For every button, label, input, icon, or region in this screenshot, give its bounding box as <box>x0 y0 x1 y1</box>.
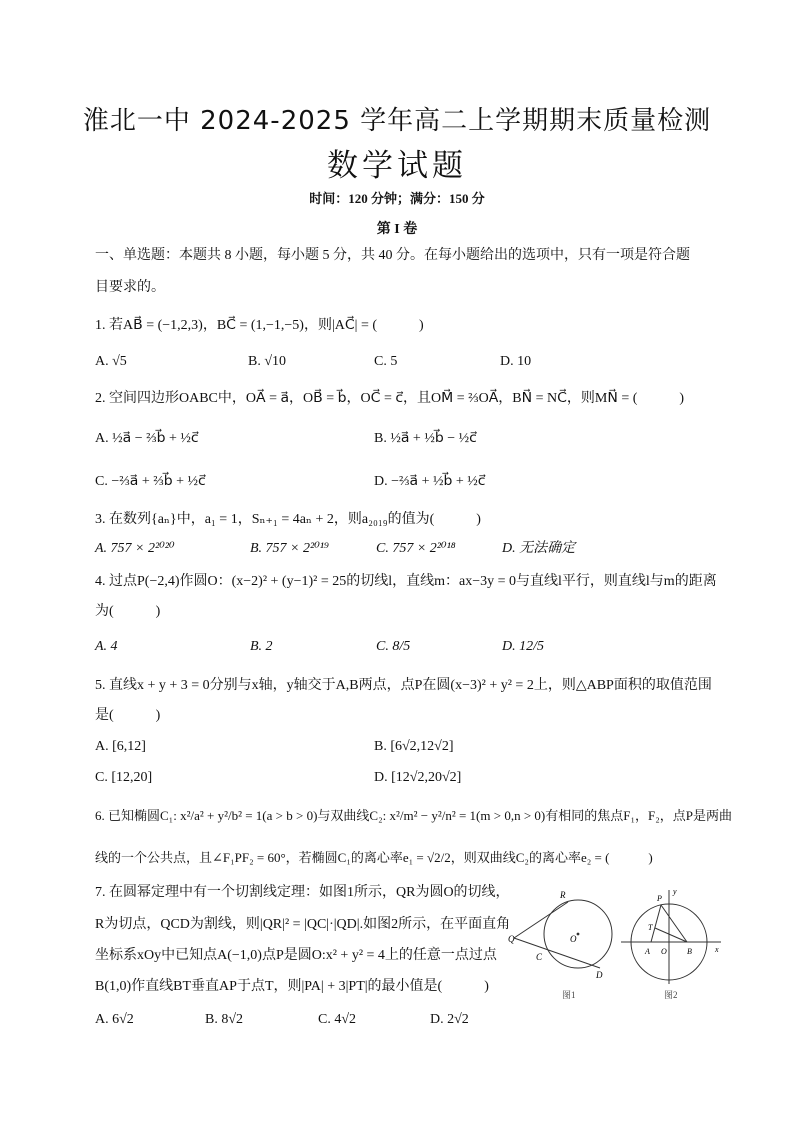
question-3-stem: 3. 在数列{aₙ}中，a₁ = 1，Sₙ₊₁ = 4aₙ + 2，则a₂₀₁₉的值为( ) <box>95 512 481 527</box>
figure-2-label-p: P <box>657 894 662 903</box>
question-2-stem: 2. 空间四边形OABC中，OA⃗ = a⃗，OB⃗ = b⃗，OC⃗ = c⃗，且OM⃗ = ⅔OA⃗，BN⃗ = NC⃗，则MN⃗ = ( ) <box>95 391 685 406</box>
question-1-option-b: B. √10 <box>248 354 287 369</box>
figure-2-label-y: y <box>673 887 677 896</box>
figure-1-label-q: Q <box>508 934 515 944</box>
figure-1-caption: 图1 <box>562 990 576 1000</box>
question-5-stem-line1: 5. 直线x + y + 3 = 0分别与x轴，y轴交于A,B两点，点P在圆(x−3)² + y² = 2上，则△ABP面积的取值范围 <box>95 678 712 693</box>
question-4-option-b: B. 2 <box>250 639 273 654</box>
question-7-stem-line2: R为切点，QCD为割线，则|QR|² = |QC|·|QD|.如图2所示，在平面直角 <box>95 917 511 932</box>
question-7-stem-line4: B(1,0)作直线BT垂直AP于点T，则|PA| + 3|PT|的最小值是( ) <box>95 979 489 994</box>
question-7-stem-line1: 7. 在圆幂定理中有一个切割线定理：如图1所示，QR为圆O的切线， <box>95 885 510 900</box>
question-1-option-a: A. √5 <box>95 354 127 369</box>
figure-1-label-o: O <box>570 934 577 944</box>
question-6-stem-line2: 线的一个公共点，且∠F₁PF₂ = 60°，若椭圆C₁的离心率e₁ = √2/2，则双曲线C₂的离心率e₂ = ( ) <box>95 850 653 865</box>
figure-1-label-d: D <box>596 970 603 980</box>
section-intro-line1: 一、单选题：本题共 8 小题，每小题 5 分，共 40 分。在每小题给出的选项中，只有一项是符合题 <box>95 248 690 263</box>
question-5-option-b: B. [6√2,12√2] <box>374 739 454 754</box>
question-3-option-b: B. 757 × 2²⁰¹⁹ <box>250 541 329 556</box>
question-4-option-a: A. 4 <box>95 639 118 654</box>
figure-2-label-a: A <box>645 947 650 956</box>
question-7-option-a: A. 6√2 <box>95 1012 134 1027</box>
question-2-option-c: C. −⅔a⃗ + ⅔b⃗ + ½c⃗ <box>95 474 206 489</box>
section-intro-line2: 目要求的。 <box>95 280 165 295</box>
question-5-option-a: A. [6,12] <box>95 739 146 754</box>
figure-2-label-b: B <box>687 947 692 956</box>
volume-label: 第 I 卷 <box>376 222 418 237</box>
question-4-option-c: C. 8/5 <box>376 639 411 654</box>
figure-2-line-ap <box>651 905 661 942</box>
figure-2-label-o: O <box>661 947 667 956</box>
exam-title: 淮北一中 2024-2025 学年高二上学期期末质量检测 <box>82 106 712 136</box>
question-1-stem: 1. 若AB⃗ = (−1,2,3)，BC⃗ = (1,−1,−5)，则|AC⃗| = ( ) <box>95 318 424 333</box>
exam-meta: 时间：120 分钟；满分：150 分 <box>309 191 485 206</box>
question-1-option-d: D. 10 <box>500 354 532 369</box>
figure-2-label-x: x <box>715 945 719 954</box>
question-4-option-d: D. 12/5 <box>502 639 544 654</box>
figure-2-coordinate-circle <box>617 884 727 988</box>
figure-1-label-r: R <box>560 890 566 900</box>
question-5-stem-line2: 是( ) <box>95 708 161 723</box>
question-4-stem-line2: 为( ) <box>95 604 161 619</box>
figure-1-label-c: C <box>536 952 543 962</box>
question-1-option-c: C. 5 <box>374 354 398 369</box>
figure-1-center-dot <box>577 933 580 936</box>
question-7-option-c: C. 4√2 <box>318 1012 357 1027</box>
question-2-option-a: A. ½a⃗ − ⅔b⃗ + ½c⃗ <box>95 431 199 446</box>
question-3-option-d: D. 无法确定 <box>502 541 576 556</box>
figure-1-secant-line <box>514 938 600 968</box>
question-2-option-b: B. ½a⃗ + ½b⃗ − ½c⃗ <box>374 431 477 446</box>
figure-1-tangent-secant <box>508 884 614 986</box>
subject-title: 数学试题 <box>327 148 467 184</box>
question-7-option-d: D. 2√2 <box>430 1012 469 1027</box>
figure-1-tangent-line <box>514 902 568 938</box>
question-5-option-d: D. [12√2,20√2] <box>374 770 462 785</box>
question-2-option-d: D. −⅔a⃗ + ½b⃗ + ½c⃗ <box>374 474 486 489</box>
question-4-stem-line1: 4. 过点P(−2,4)作圆O：(x−2)² + (y−1)² = 25的切线l，直线m：ax−3y = 0与直线l平行，则直线l与m的距离 <box>95 574 717 589</box>
question-6-stem-line1: 6. 已知椭圆C₁: x²/a² + y²/b² = 1(a > b > 0)与双曲线C₂: x²/m² − y²/n² = 1(m > 0,n > 0)有相同的焦点F₁，F₂，点P是两曲 <box>95 808 732 823</box>
figure-2-caption: 图2 <box>664 990 678 1000</box>
question-7-stem-line3: 坐标系xOy中已知点A(−1,0)点P是圆O:x² + y² = 4上的任意一点过点 <box>95 948 497 963</box>
question-3-option-a: A. 757 × 2²⁰²⁰ <box>95 541 175 556</box>
question-7-option-b: B. 8√2 <box>205 1012 244 1027</box>
question-5-option-c: C. [12,20] <box>95 770 153 785</box>
question-3-option-c: C. 757 × 2²⁰¹⁸ <box>376 541 456 556</box>
figure-2-label-t: T <box>648 923 653 932</box>
